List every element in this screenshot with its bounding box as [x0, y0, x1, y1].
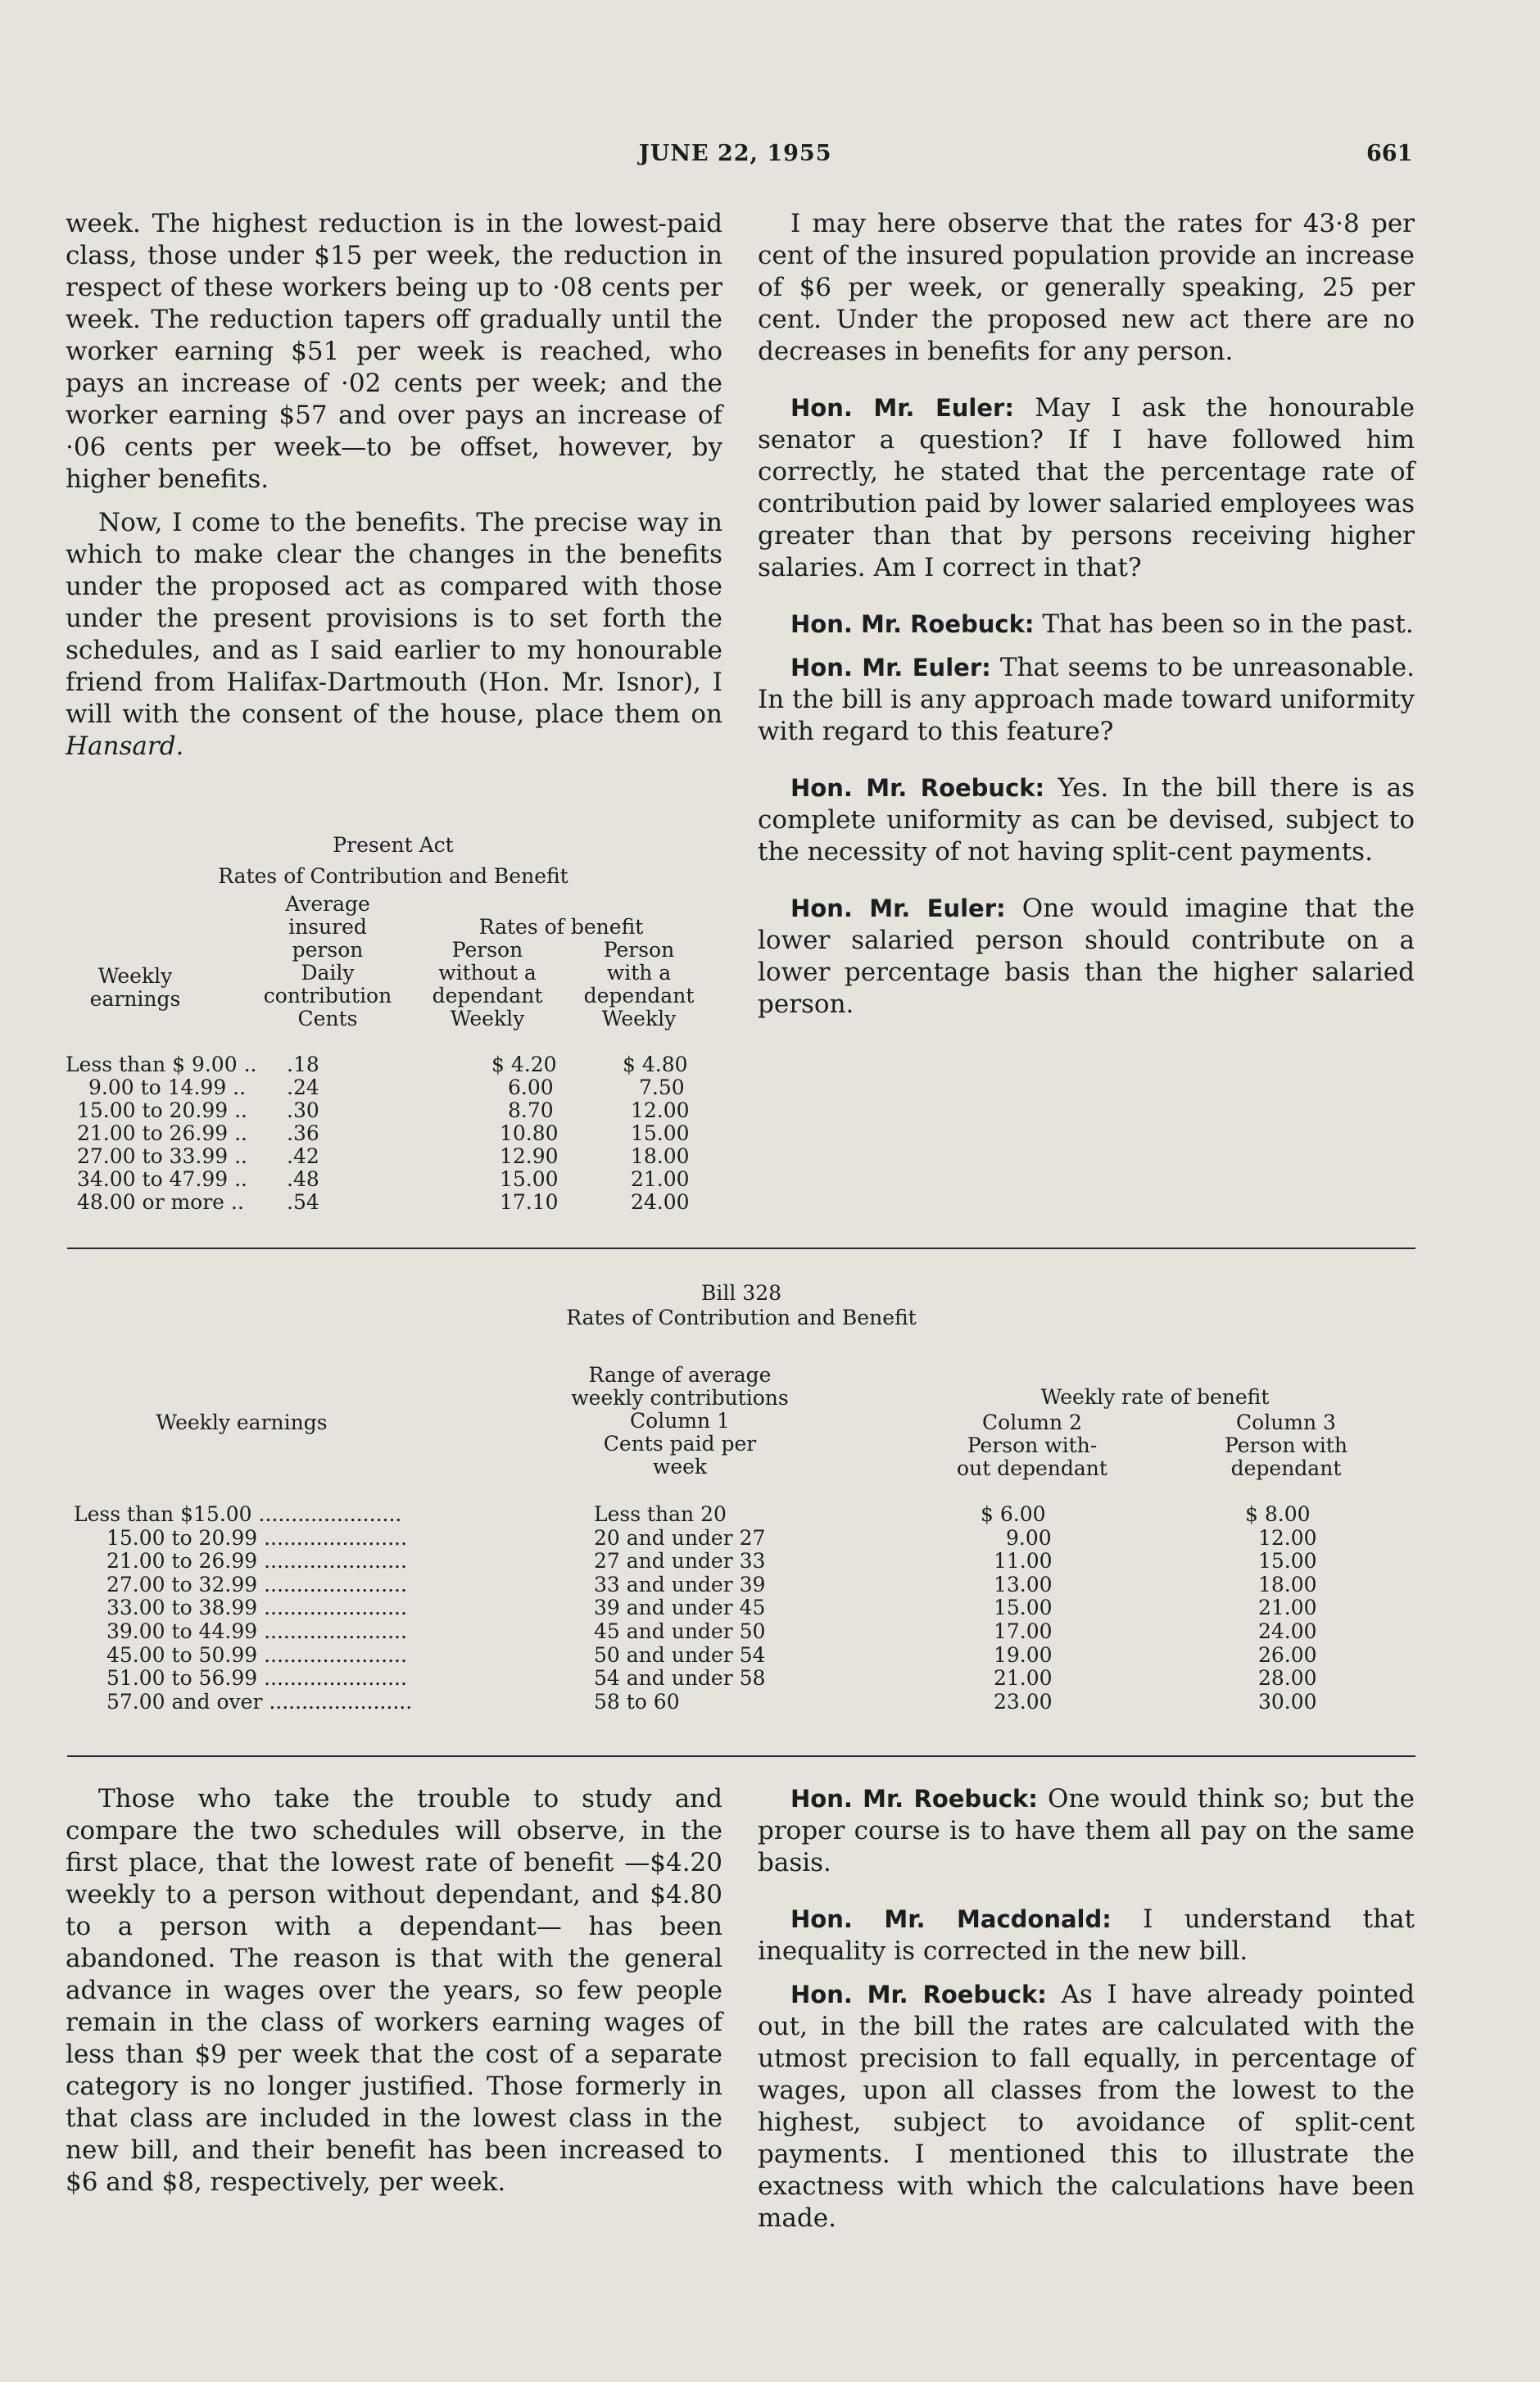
- header-line: out dependant: [957, 1456, 1107, 1480]
- cell-earnings: Less than $15.00 ......................: [74, 1502, 402, 1526]
- section-divider: [67, 1248, 1415, 1249]
- cell-range: 20 and under 27: [594, 1525, 766, 1550]
- cell-range: 58 to 60: [594, 1689, 680, 1714]
- table-row: [66, 1527, 1417, 1551]
- cell-contribution: .18: [287, 1053, 319, 1076]
- cell-earnings: 34.00 to 47.99 ..: [77, 1167, 247, 1191]
- table-title: Present Act: [333, 833, 454, 857]
- paragraph: [758, 208, 1415, 368]
- col-header-column-3: [1188, 1411, 1384, 1480]
- cell-with: 24.00: [1258, 1619, 1317, 1643]
- header-line: Person: [603, 938, 675, 962]
- table-row: [66, 1053, 721, 1076]
- header-line: Weekly: [97, 964, 173, 988]
- speech-text: As I have already pointed out, in the bill the rates are calculated with the utmost precision to fall equally, in percentage of wages, upon all classes from the lowest to the highest, subject to avoidance of split-cent payments. I mentioned this to illustrate the exactness with which the calculations have been made.: [758, 1980, 1415, 2233]
- header-line: Column 2: [982, 1411, 1082, 1434]
- speech-text: One would think so; but the proper course is to have them all pay on the same basis.: [758, 1784, 1415, 1877]
- cell-without: 6.00: [508, 1076, 554, 1099]
- header-line: Average: [285, 892, 370, 916]
- table-subtitle: Rates of Contribution and Benefit: [218, 864, 568, 888]
- speech-paragraph: [758, 1979, 1415, 2235]
- left-column-top: [66, 208, 722, 774]
- col-header-range: [541, 1364, 819, 1479]
- cell-range: 33 and under 39: [594, 1572, 766, 1596]
- bill-rows: [66, 1503, 1417, 1714]
- page-header: [0, 141, 1540, 174]
- cell-with: 15.00: [1258, 1549, 1317, 1574]
- speech-paragraph: [758, 392, 1415, 584]
- cell-contribution: .30: [287, 1098, 319, 1122]
- cell-with: 18.00: [1258, 1572, 1317, 1596]
- cell-earnings: 21.00 to 26.99 ..: [77, 1121, 247, 1145]
- paragraph: week. The highest reduction is in the lowest-paid class, those under $15 per week, the reduction in respect of these workers being up to ·08 cents per week. The reduction tapers off gradually until the worker earning $51 per week is reached, who pays an increase of ·02 cents per week; and the worker earning $57 and over pays an increase of ·06 cents per week—to be offset, however, by higher benefits.: [66, 209, 722, 494]
- speech-text: One would imagine that the lower salaried person should contribute on a lower percentage basis than the higher salaried person.: [758, 894, 1415, 1019]
- left-column-bottom: [66, 1783, 722, 2210]
- table-row: [66, 1168, 721, 1191]
- cell-without: 8.70: [508, 1098, 554, 1122]
- header-line: person: [292, 938, 364, 962]
- cell-earnings: Less than $ 9.00 ..: [66, 1053, 257, 1076]
- cell-earnings: 15.00 to 20.99 ......................: [106, 1525, 407, 1550]
- table-subtitle: Rates of Contribution and Benefit: [566, 1306, 917, 1329]
- paragraph-text: I may here observe that the rates for 43·8 per cent of the insured population provide an increase of $6 per week, or generally speaking, 25 per cent. Under the proposed new act there are no decreases in benefits for any person.: [758, 209, 1415, 366]
- cell-with: 15.00: [631, 1121, 690, 1145]
- present-act-rows: [66, 1053, 721, 1214]
- header-line: earnings: [89, 987, 181, 1011]
- header-line: Weekly: [601, 1007, 677, 1030]
- col-header-contribution: [262, 893, 393, 1030]
- speaker-name: Hon. Mr. Roebuck:: [790, 774, 1045, 802]
- section-divider: [67, 1755, 1415, 1757]
- speech-paragraph: [758, 609, 1415, 641]
- cell-earnings: 48.00 or more ..: [77, 1190, 244, 1214]
- col-header-rates-of-benefit: Rates of benefit: [478, 915, 644, 939]
- cell-range: 45 and under 50: [594, 1619, 766, 1643]
- table-row: [66, 1191, 721, 1214]
- speaker-name: Hon. Mr. Euler:: [790, 894, 1006, 922]
- speaker-name: Hon. Mr. Euler:: [790, 654, 991, 682]
- cell-with: $ 8.00: [1245, 1502, 1311, 1526]
- speaker-name: Hon. Mr. Roebuck:: [790, 1785, 1038, 1813]
- page-date: JUNE 22, 1955: [639, 141, 832, 166]
- table-row: [66, 1574, 1417, 1597]
- cell-contribution: .24: [287, 1076, 319, 1099]
- cell-without: 10.80: [500, 1121, 559, 1145]
- header-line: without a: [438, 961, 537, 985]
- speech-text: I understand that inequality is corrected in the new bill.: [758, 1904, 1415, 1966]
- cell-with: 7.50: [639, 1076, 685, 1099]
- speech-text: That has been so in the past.: [1034, 609, 1414, 639]
- table-row: [66, 1503, 1417, 1527]
- header-line: dependant: [1230, 1456, 1342, 1480]
- cell-contribution: .48: [287, 1167, 319, 1191]
- speech-text: May I ask the honourable senator a question? If I have followed him correctly, he stated that the percentage rate of contribution paid by lower salaried employees was greater than that by persons receiving higher salaries. Am I correct in that?: [758, 393, 1415, 582]
- speaker-name: Hon. Mr. Macdonald:: [790, 1905, 1112, 1933]
- cell-with: 30.00: [1258, 1689, 1317, 1714]
- table-title: Bill 328: [700, 1281, 782, 1305]
- table-row: [66, 1122, 721, 1145]
- speech-text: Yes. In the bill there is as complete uniformity as can be devised, subject to the necessity of not having split-cent payments.: [758, 773, 1415, 867]
- header-line: Cents: [297, 1007, 358, 1030]
- col-header-weekly-earnings: Weekly earnings: [156, 1411, 328, 1434]
- cell-range: Less than 20: [594, 1502, 727, 1526]
- header-line: Cents paid per: [603, 1432, 757, 1456]
- table-row: [66, 1596, 1417, 1620]
- cell-without: 15.00: [500, 1167, 559, 1191]
- right-column-top: [758, 208, 1415, 1032]
- speech-paragraph: [758, 893, 1415, 1021]
- col-header-column-2: [926, 1411, 1139, 1480]
- col-header-weekly-rate: Weekly rate of benefit: [1040, 1385, 1270, 1409]
- table-row: [66, 1550, 1417, 1574]
- cell-earnings: 45.00 to 50.99 ......................: [106, 1642, 407, 1667]
- paragraph-text: Now, I come to the benefits. The precise way in which to make clear the changes in the benefits under the proposed act as compared with those under the present provisions is to set forth the schedules, and as I said earlier to my honourable friend from Halifax-Dartmouth (Hon. Mr. Isnor), I will with the consent of the house, place them on: [66, 508, 722, 729]
- speaker-name: Hon. Mr. Roebuck:: [790, 1981, 1047, 2008]
- cell-earnings: 57.00 and over ......................: [106, 1689, 413, 1714]
- speech-paragraph: [758, 1783, 1415, 1879]
- cell-earnings: 27.00 to 33.99 ..: [77, 1144, 247, 1168]
- cell-with: 12.00: [631, 1098, 690, 1122]
- cell-without: 11.00: [994, 1549, 1053, 1574]
- cell-without: $ 6.00: [981, 1502, 1046, 1526]
- right-column-bottom: [758, 1783, 1415, 2246]
- speaker-name: Hon. Mr. Roebuck:: [790, 610, 1035, 638]
- cell-without: 17.00: [994, 1619, 1053, 1643]
- header-line: Column 3: [1236, 1411, 1336, 1434]
- cell-earnings: 21.00 to 26.99 ......................: [106, 1549, 407, 1574]
- header-line: Daily: [301, 961, 355, 985]
- cell-without: 19.00: [994, 1642, 1053, 1667]
- col-header-weekly-earnings: [74, 965, 197, 1011]
- cell-contribution: .54: [287, 1190, 319, 1214]
- table-row: [66, 1145, 721, 1168]
- cell-contribution: .42: [287, 1144, 319, 1168]
- cell-range: 39 and under 45: [594, 1596, 766, 1620]
- cell-earnings: 51.00 to 56.99 ......................: [106, 1666, 407, 1691]
- speech-paragraph: [758, 1904, 1415, 1968]
- header-line: Column 1: [630, 1409, 730, 1433]
- cell-with: 24.00: [631, 1190, 690, 1214]
- cell-earnings: 9.00 to 14.99 ..: [88, 1076, 247, 1099]
- cell-without: $ 4.20: [491, 1053, 557, 1076]
- cell-range: 54 and under 58: [594, 1666, 766, 1691]
- cell-with: 18.00: [631, 1144, 690, 1168]
- cell-earnings: 15.00 to 20.99 ..: [77, 1098, 247, 1122]
- speech-paragraph: [758, 772, 1415, 868]
- table-row: [66, 1076, 721, 1099]
- cell-range: 50 and under 54: [594, 1642, 766, 1667]
- table-row: [66, 1620, 1417, 1644]
- paragraph: [66, 507, 722, 763]
- header-line: dependant: [432, 984, 543, 1008]
- cell-without: 12.90: [500, 1144, 559, 1168]
- cell-without: 15.00: [994, 1596, 1053, 1620]
- header-line: weekly contributions: [571, 1386, 789, 1410]
- header-line: Person with: [1225, 1433, 1348, 1457]
- header-line: Person: [451, 938, 523, 962]
- table-row: [66, 1644, 1417, 1668]
- cell-earnings: 39.00 to 44.99 ......................: [106, 1619, 407, 1643]
- cell-with: 12.00: [1258, 1525, 1317, 1550]
- speech-paragraph: [758, 652, 1415, 748]
- cell-with: $ 4.80: [623, 1053, 688, 1076]
- cell-without: 17.10: [500, 1190, 559, 1214]
- header-line: week: [652, 1455, 708, 1479]
- cell-with: 28.00: [1258, 1666, 1317, 1691]
- cell-earnings: 33.00 to 38.99 ......................: [106, 1596, 407, 1620]
- page-number: 661: [1366, 141, 1413, 166]
- hansard-italic: Hansard.: [66, 731, 184, 761]
- speaker-name: Hon. Mr. Euler:: [790, 394, 1014, 422]
- header-line: Weekly: [450, 1007, 525, 1030]
- cell-without: 21.00: [994, 1666, 1053, 1691]
- cell-with: 26.00: [1258, 1642, 1317, 1667]
- paragraph: Those who take the trouble to study and compare the two schedules will observe, in the first place, that the lowest rate of benefit —$4.20 weekly to a person without dependant, and $4.80 to a person with a dependant— has been abandoned. The reason is that with the general advance in wages over the years, so few people remain in the class of workers earning wages of less than $9 per week that the cost of a separate category is no longer justified. Those formerly in that class are included in the lowest class in the new bill, and their benefit has been increased to $6 and $8, respectively, per week.: [66, 1784, 722, 2197]
- col-header-without-dependant: [426, 939, 549, 1030]
- table-row: [66, 1691, 1417, 1714]
- cell-without: 23.00: [994, 1689, 1053, 1714]
- header-line: contribution: [263, 984, 392, 1008]
- speech-text: That seems to be unreasonable. In the bill is any approach made toward uniformity with regard to this feature?: [758, 653, 1415, 746]
- cell-without: 9.00: [1006, 1525, 1052, 1550]
- cell-without: 13.00: [994, 1572, 1053, 1596]
- header-line: insured: [288, 915, 367, 939]
- header-line: with a: [606, 961, 672, 985]
- cell-earnings: 27.00 to 32.99 ......................: [106, 1572, 407, 1596]
- cell-with: 21.00: [631, 1167, 690, 1191]
- header-line: dependant: [583, 984, 695, 1008]
- header-line: Person with-: [967, 1433, 1098, 1457]
- cell-contribution: .36: [287, 1121, 319, 1145]
- table-row: [66, 1099, 721, 1122]
- header-line: Range of average: [588, 1363, 772, 1387]
- col-header-with-dependant: [573, 939, 704, 1030]
- cell-with: 21.00: [1258, 1596, 1317, 1620]
- table-row: [66, 1667, 1417, 1691]
- cell-range: 27 and under 33: [594, 1549, 766, 1574]
